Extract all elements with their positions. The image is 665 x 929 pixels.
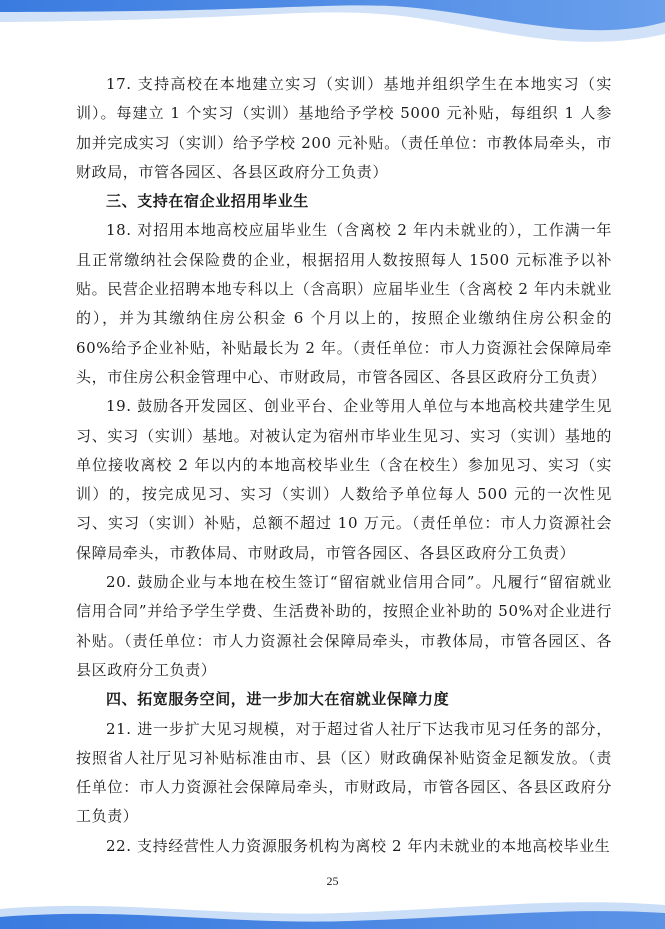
paragraph-20: 20. 鼓励企业与本地在校生签订“留宿就业信用合同”。凡履行“留宿就业信用合同”并给予学生学费、生活费补助的，按照企业补助的 50%对企业进行补贴。（责任单位：市人力资源社会保障局牵头，市教体局，市管各园区、各县区政府分工负责） [76,573,612,679]
paragraph-18: 18. 对招用本地高校应届毕业生（含离校 2 年内未就业的），工作满一年且正常缴纳社会保险费的企业，根据招用人数按照每人 1500 元标准予以补贴。民营企业招聘本地专科以上（含高职）应届毕业生（含离校 2 年内未就业的），并为其缴纳住房公积金 6 个月以上的，按照企业缴纳住房公积金的 60%给予企业补贴，补贴最长为 2 年。（责任单位：市人力资源社会保障局牵头，市住房公积金管理中心、市财政局，市管各园区、各县区政府分工负责） [76,221,612,386]
paragraph-17: 17. 支持高校在本地建立实习（实训）基地并组织学生在本地实习（实训）。每建立 1 个实习（实训）基地给予学校 5000 元补贴，每组织 1 人参加并完成实习（实训）给予学校 200 元补贴。（责任单位：市教体局牵头，市财政局，市管各园区、各县区政府分工负责） [76,75,612,181]
paragraph-19: 19. 鼓励各开发园区、创业平台、企业等用人单位与本地高校共建学生见习、实习（实训）基地。对被认定为宿州市毕业生见习、实习（实训）基地的单位接收离校 2 年以内的本地高校毕业生（含在校生）参加见习、实习（实训）的，按完成见习、实习（实训）人数给予单位每人 500 元的一次性见习、实习（实训）补贴，总额不超过 10 万元。（责任单位：市人力资源社会保障局牵头，市教体局、市财政局，市管各园区、各县区政府分工负责） [76,397,612,562]
page-number: 25 [326,874,339,888]
section-heading-3: 三、支持在宿企业招用毕业生 [106,192,309,211]
paragraph-22: 22. 支持经营性人力资源服务机构为离校 2 年内未就业的本地高校毕业生 [106,836,611,855]
header-wave-decoration [0,0,665,64]
footer-wave-decoration [0,895,665,929]
paragraph-21: 21. 进一步扩大见习规模，对于超过省人社厅下达我市见习任务的部分，按照省人社厅见习补贴标准由市、县（区）财政确保补贴资金足额发放。（责任单位：市人力资源社会保障局牵头，市财政局，市管各园区、各县区政府分工负责） [76,719,612,826]
document-body [76,70,612,861]
section-heading-4: 四、拓宽服务空间，进一步加大在宿就业保障力度 [106,690,450,709]
